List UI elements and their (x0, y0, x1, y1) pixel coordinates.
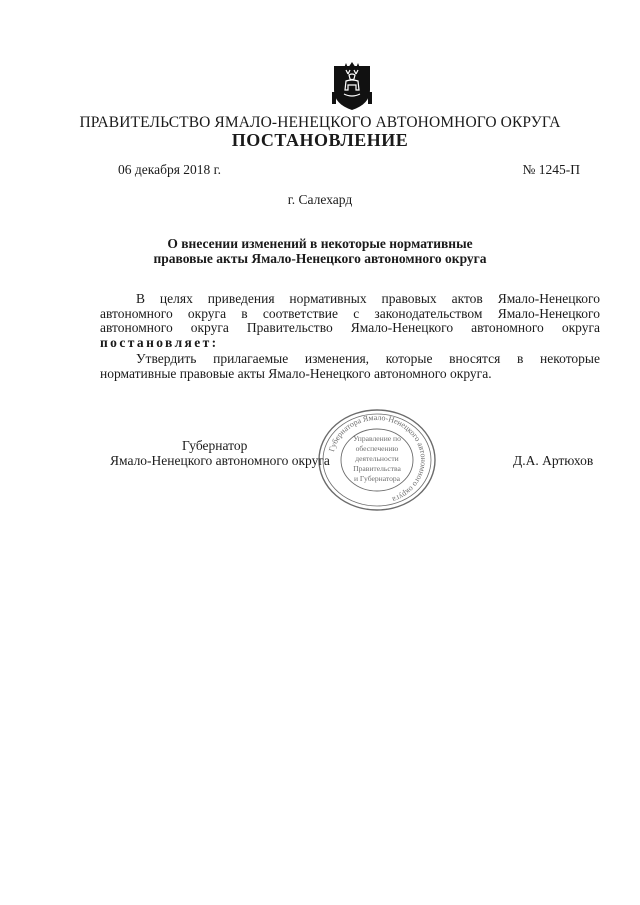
document-number: № 1245-П (522, 162, 580, 177)
signatory-position-line-1: Губернатор (182, 438, 248, 453)
document-date: 06 декабря 2018 г. (118, 162, 222, 177)
stamp-ring-text: Губернатора Ямало-Ненецкого автономного округа (327, 412, 429, 505)
resolution-line-1: Утвердить прилагаемые изменения, которые вносятся в некоторые (136, 351, 600, 366)
document-heading (0, 236, 640, 266)
document-type: ПОСТАНОВЛЕНИЕ (231, 130, 409, 150)
official-stamp-icon (316, 408, 438, 512)
heading-line-1: О внесении изменений в некоторые нормативные (167, 236, 473, 251)
stamp-line-3: деятельности (355, 454, 399, 463)
preamble-line-3: автономного округа Правительство Ямало-Ненецкого автономного округа (100, 320, 600, 335)
decree-word: постановляет: (100, 334, 219, 350)
stamp-line-5: и Губернатора (353, 474, 401, 483)
signatory-position-line-2: Ямало-Ненецкого автономного округа (110, 453, 330, 468)
document-city: г. Салехард (287, 192, 353, 207)
preamble-line-2: автономного округа в соответствие с законодательством Ямало-Ненецкого (100, 305, 600, 321)
stamp-line-1: Управление по (353, 434, 401, 443)
stamp-line-4: Правительства (353, 464, 401, 473)
yamalo-nenets-coat-of-arms-icon (330, 60, 374, 112)
preamble-paragraph (100, 292, 600, 350)
signatory-name: Д.А. Артюхов (513, 453, 594, 468)
resolution-paragraph (100, 352, 600, 381)
stamp-line-2: обеспечению (355, 444, 399, 453)
preamble-line-1: В целях приведения нормативных правовых актов Ямало-Ненецкого (136, 291, 600, 306)
resolution-line-2: нормативные правовые акты Ямало-Ненецкого автономного округа. (100, 365, 492, 381)
heading-line-2: правовые акты Ямало-Ненецкого автономного округа (153, 251, 487, 266)
organization-name: ПРАВИТЕЛЬСТВО ЯМАЛО-НЕНЕЦКОГО АВТОНОМНОГО ОКРУГА (79, 114, 561, 131)
